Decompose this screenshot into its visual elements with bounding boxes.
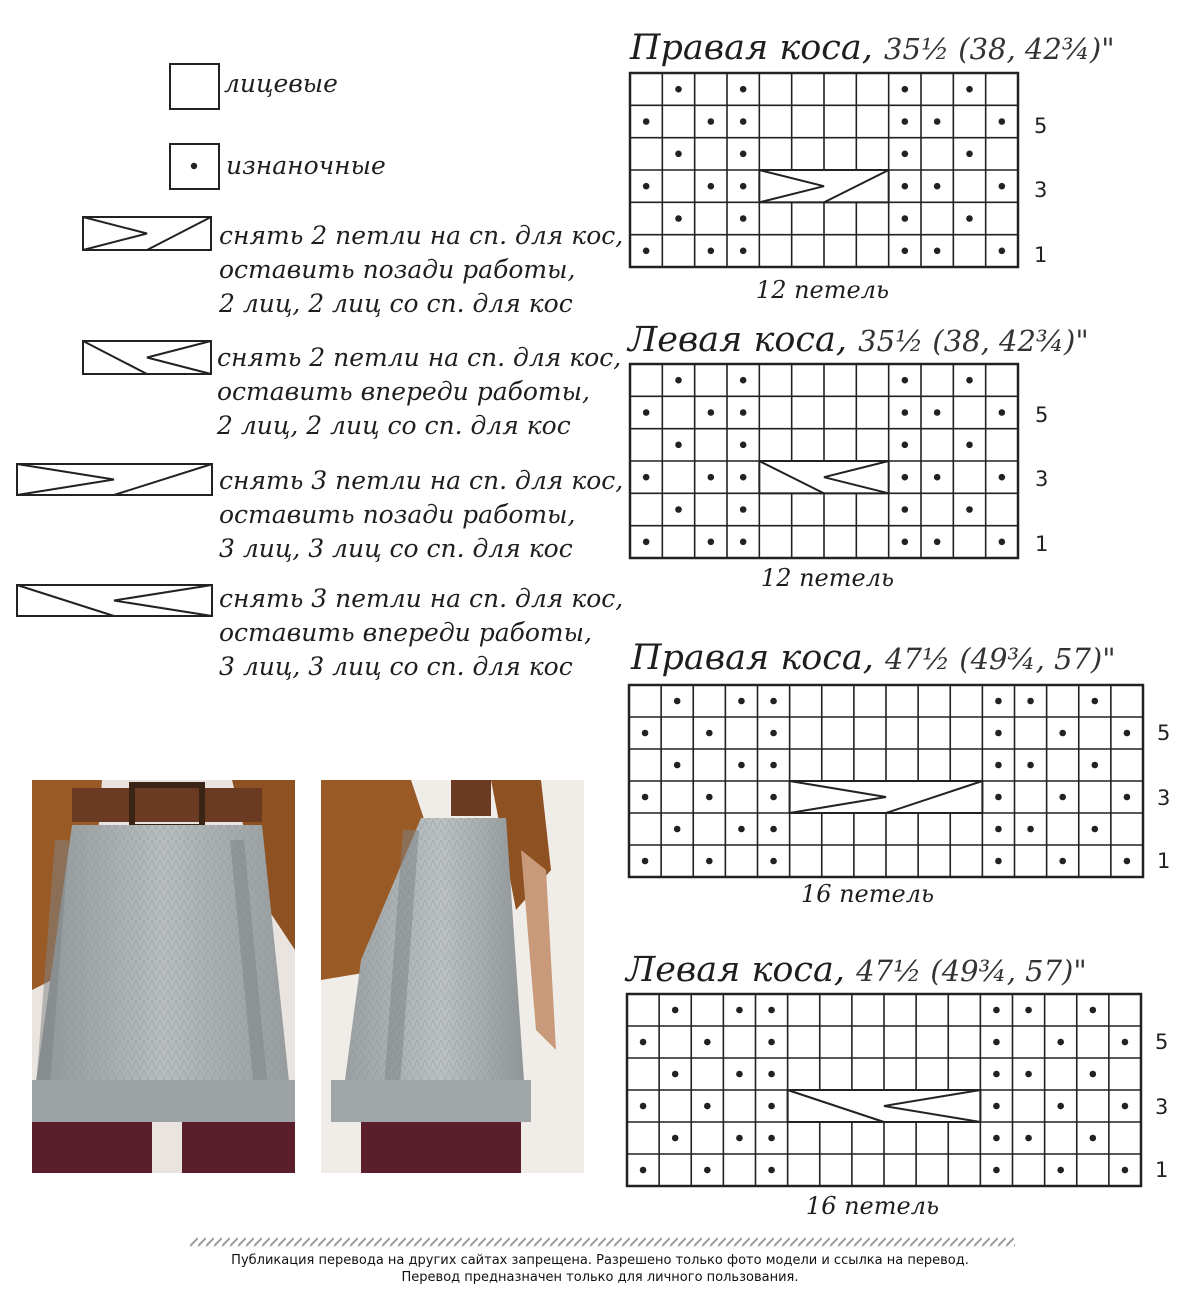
purl-dot bbox=[740, 248, 747, 255]
row-label: 1 bbox=[1155, 1158, 1169, 1182]
purl-dot bbox=[902, 183, 909, 190]
purl-dot bbox=[642, 794, 649, 801]
purl-symbol-icon bbox=[169, 143, 221, 191]
purl-dot bbox=[738, 826, 745, 833]
purl-dot bbox=[1059, 858, 1066, 865]
purl-dot bbox=[902, 118, 909, 125]
purl-dot bbox=[993, 1103, 1000, 1110]
row-label: 5 bbox=[1155, 1030, 1169, 1054]
row-label: 5 bbox=[1035, 403, 1049, 427]
purl-dot bbox=[642, 858, 649, 865]
purl-dot bbox=[1027, 698, 1034, 705]
purl-dot bbox=[704, 1039, 711, 1046]
chart-4-stitch-count: 16 петель bbox=[805, 1192, 940, 1220]
purl-dot bbox=[902, 248, 909, 255]
purl-dot bbox=[1092, 762, 1099, 769]
purl-dot bbox=[708, 409, 715, 416]
purl-dot bbox=[674, 762, 681, 769]
purl-dot bbox=[640, 1039, 647, 1046]
purl-dot bbox=[995, 762, 1002, 769]
purl-dot bbox=[643, 248, 650, 255]
purl-dot bbox=[643, 118, 650, 125]
purl-dot bbox=[995, 698, 1002, 705]
purl-dot bbox=[902, 539, 909, 546]
legend-purl-label: изнаночные bbox=[226, 151, 386, 180]
legend-line: снять 2 петли на сп. для кос, bbox=[217, 343, 622, 372]
purl-dot bbox=[995, 730, 1002, 737]
purl-dot bbox=[934, 118, 941, 125]
legend-line: снять 3 петли на сп. для кос, bbox=[219, 584, 624, 613]
chart-grid-right-cable-16 bbox=[627, 683, 1145, 879]
chart-1-title bbox=[630, 28, 1115, 69]
purl-dot bbox=[1025, 1071, 1032, 1078]
purl-dot bbox=[740, 539, 747, 546]
purl-dot bbox=[966, 215, 973, 222]
purl-dot bbox=[999, 409, 1006, 416]
purl-dot bbox=[902, 442, 909, 449]
purl-dot bbox=[902, 215, 909, 222]
purl-dot bbox=[740, 151, 747, 158]
purl-dot bbox=[740, 409, 747, 416]
row-label: 1 bbox=[1157, 849, 1171, 873]
purl-dot bbox=[643, 474, 650, 481]
purl-dot bbox=[674, 826, 681, 833]
legend-line: 3 лиц, 3 лиц со сп. для кос bbox=[219, 652, 573, 681]
purl-dot bbox=[675, 506, 682, 513]
row-label: 3 bbox=[1157, 786, 1171, 810]
legend-line: снять 3 петли на сп. для кос, bbox=[219, 466, 624, 495]
chart-title-text: Левая коса, bbox=[626, 950, 846, 990]
cable-3-back-icon bbox=[16, 463, 213, 497]
purl-dot bbox=[768, 1007, 775, 1014]
chart-3-stitch-count: 16 петель bbox=[800, 880, 935, 908]
chart-1-stitch-count: 12 петель bbox=[755, 276, 890, 304]
purl-dot bbox=[768, 1135, 775, 1142]
purl-dot bbox=[706, 858, 713, 865]
purl-dot bbox=[675, 215, 682, 222]
chart-title-text: Правая коса, bbox=[631, 638, 874, 678]
legend-cable-3-front bbox=[219, 582, 623, 684]
purl-dot bbox=[966, 377, 973, 384]
purl-dot bbox=[1027, 826, 1034, 833]
purl-dot bbox=[738, 698, 745, 705]
purl-dot bbox=[708, 539, 715, 546]
purl-dot bbox=[708, 118, 715, 125]
purl-dot bbox=[993, 1007, 1000, 1014]
row-label: 3 bbox=[1034, 178, 1048, 202]
purl-dot bbox=[770, 826, 777, 833]
purl-dot bbox=[995, 858, 1002, 865]
row-label: 1 bbox=[1034, 243, 1048, 267]
legend-line: оставить позади работы, bbox=[219, 255, 576, 284]
row-label: 3 bbox=[1035, 467, 1049, 491]
chart-sizes: 35½ (38, 42¾)" bbox=[884, 32, 1115, 66]
footer-divider bbox=[190, 1236, 1015, 1248]
purl-dot bbox=[768, 1103, 775, 1110]
chart-title-text: Левая коса, bbox=[628, 320, 848, 360]
purl-dot bbox=[902, 377, 909, 384]
purl-dot bbox=[770, 730, 777, 737]
legend-line: 2 лиц, 2 лиц со сп. для кос bbox=[219, 289, 573, 318]
purl-dot bbox=[934, 539, 941, 546]
purl-dot bbox=[902, 86, 909, 93]
purl-dot bbox=[674, 698, 681, 705]
purl-dot bbox=[1124, 794, 1131, 801]
purl-dot bbox=[672, 1071, 679, 1078]
footer-copyright: Публикация перевода на других сайтах запрещена. Разрешено только фото модели и ссылка на перевод. bbox=[231, 1253, 969, 1268]
purl-dot bbox=[740, 215, 747, 222]
purl-dot bbox=[999, 183, 1006, 190]
purl-dot bbox=[993, 1071, 1000, 1078]
purl-dot bbox=[1122, 1167, 1129, 1174]
legend-line: 3 лиц, 3 лиц со сп. для кос bbox=[219, 534, 573, 563]
purl-dot bbox=[675, 86, 682, 93]
purl-dot bbox=[966, 506, 973, 513]
purl-dot bbox=[740, 86, 747, 93]
chart-2-stitch-count: 12 петель bbox=[760, 564, 895, 592]
legend-cable-3-back bbox=[219, 464, 623, 566]
purl-dot bbox=[902, 474, 909, 481]
purl-dot bbox=[768, 1167, 775, 1174]
purl-dot bbox=[736, 1135, 743, 1142]
purl-dot bbox=[643, 183, 650, 190]
purl-dot bbox=[672, 1135, 679, 1142]
purl-dot bbox=[704, 1103, 711, 1110]
legend-knit-label: лицевые bbox=[224, 69, 338, 98]
purl-dot bbox=[1122, 1039, 1129, 1046]
purl-dot bbox=[740, 183, 747, 190]
purl-dot bbox=[675, 151, 682, 158]
purl-dot bbox=[708, 474, 715, 481]
purl-dot bbox=[672, 1007, 679, 1014]
purl-dot bbox=[1124, 858, 1131, 865]
purl-dot bbox=[1059, 794, 1066, 801]
knit-symbol-icon bbox=[169, 63, 221, 111]
purl-dot bbox=[770, 698, 777, 705]
chart-4-title bbox=[626, 950, 1087, 991]
purl-dot bbox=[643, 409, 650, 416]
chart-2-title bbox=[628, 320, 1089, 361]
row-label: 1 bbox=[1035, 532, 1049, 556]
purl-dot bbox=[708, 183, 715, 190]
purl-dot bbox=[675, 377, 682, 384]
purl-dot bbox=[1122, 1103, 1129, 1110]
purl-dot bbox=[1124, 730, 1131, 737]
purl-dot bbox=[993, 1039, 1000, 1046]
purl-dot bbox=[999, 474, 1006, 481]
cable-3-front-icon bbox=[16, 584, 213, 618]
chart-grid-right-cable-12 bbox=[628, 71, 1020, 269]
legend-line: оставить впереди работы, bbox=[217, 377, 590, 406]
purl-dot bbox=[643, 539, 650, 546]
purl-dot bbox=[1092, 698, 1099, 705]
chart-grid-left-cable-12 bbox=[628, 362, 1020, 560]
chart-sizes: 47½ (49¾, 57)" bbox=[856, 954, 1087, 988]
legend-line: оставить позади работы, bbox=[219, 500, 576, 529]
purl-dot bbox=[740, 442, 747, 449]
purl-dot bbox=[640, 1103, 647, 1110]
purl-dot bbox=[902, 506, 909, 513]
purl-dot bbox=[1057, 1103, 1064, 1110]
chart-grid-left-cable-16 bbox=[625, 992, 1143, 1188]
skirt-photo-side bbox=[321, 780, 584, 1173]
purl-dot bbox=[706, 730, 713, 737]
chart-sizes: 47½ (49¾, 57)" bbox=[885, 642, 1116, 676]
purl-dot bbox=[770, 762, 777, 769]
purl-dot bbox=[966, 442, 973, 449]
cable-2-front-icon bbox=[82, 340, 212, 376]
purl-dot bbox=[704, 1167, 711, 1174]
purl-dot bbox=[999, 539, 1006, 546]
footer-personal-use: Перевод предназначен только для личного пользования. bbox=[401, 1270, 799, 1285]
purl-dot bbox=[999, 118, 1006, 125]
purl-dot bbox=[1090, 1071, 1097, 1078]
purl-dot bbox=[1027, 762, 1034, 769]
purl-dot bbox=[770, 794, 777, 801]
purl-dot bbox=[740, 377, 747, 384]
purl-dot bbox=[740, 118, 747, 125]
purl-dot bbox=[999, 248, 1006, 255]
purl-dot bbox=[995, 794, 1002, 801]
row-label: 5 bbox=[1034, 114, 1048, 138]
skirt-photo-front bbox=[32, 780, 295, 1173]
purl-dot bbox=[966, 86, 973, 93]
purl-dot bbox=[740, 474, 747, 481]
cable-2-back-icon bbox=[82, 216, 212, 252]
purl-dot bbox=[902, 409, 909, 416]
row-label: 3 bbox=[1155, 1095, 1169, 1119]
purl-dot bbox=[1025, 1135, 1032, 1142]
purl-dot bbox=[640, 1167, 647, 1174]
purl-dot bbox=[706, 794, 713, 801]
purl-dot bbox=[902, 151, 909, 158]
purl-dot bbox=[736, 1007, 743, 1014]
purl-dot bbox=[768, 1039, 775, 1046]
purl-dot bbox=[1092, 826, 1099, 833]
legend-cable-2-back bbox=[219, 219, 623, 321]
chart-3-title bbox=[631, 638, 1116, 679]
purl-dot bbox=[993, 1135, 1000, 1142]
row-label: 5 bbox=[1157, 721, 1171, 745]
purl-dot bbox=[675, 442, 682, 449]
purl-dot bbox=[1057, 1039, 1064, 1046]
purl-dot bbox=[995, 826, 1002, 833]
purl-dot bbox=[1059, 730, 1066, 737]
purl-dot bbox=[1025, 1007, 1032, 1014]
purl-dot bbox=[740, 506, 747, 513]
purl-dot bbox=[934, 409, 941, 416]
purl-dot bbox=[1057, 1167, 1064, 1174]
purl-dot bbox=[934, 183, 941, 190]
legend-line: 2 лиц, 2 лиц со сп. для кос bbox=[217, 411, 571, 440]
purl-dot bbox=[993, 1167, 1000, 1174]
purl-dot bbox=[736, 1071, 743, 1078]
purl-dot bbox=[738, 762, 745, 769]
purl-dot bbox=[966, 151, 973, 158]
purl-dot bbox=[934, 474, 941, 481]
purl-dot bbox=[770, 858, 777, 865]
legend-line: снять 2 петли на сп. для кос, bbox=[219, 221, 624, 250]
purl-dot bbox=[1090, 1135, 1097, 1142]
purl-dot bbox=[642, 730, 649, 737]
purl-dot bbox=[708, 248, 715, 255]
legend-line: оставить впереди работы, bbox=[219, 618, 592, 647]
purl-dot bbox=[1090, 1007, 1097, 1014]
chart-sizes: 35½ (38, 42¾)" bbox=[858, 324, 1089, 358]
legend-cable-2-front bbox=[217, 341, 621, 443]
purl-dot bbox=[934, 248, 941, 255]
purl-dot bbox=[768, 1071, 775, 1078]
chart-title-text: Правая коса, bbox=[630, 28, 873, 68]
